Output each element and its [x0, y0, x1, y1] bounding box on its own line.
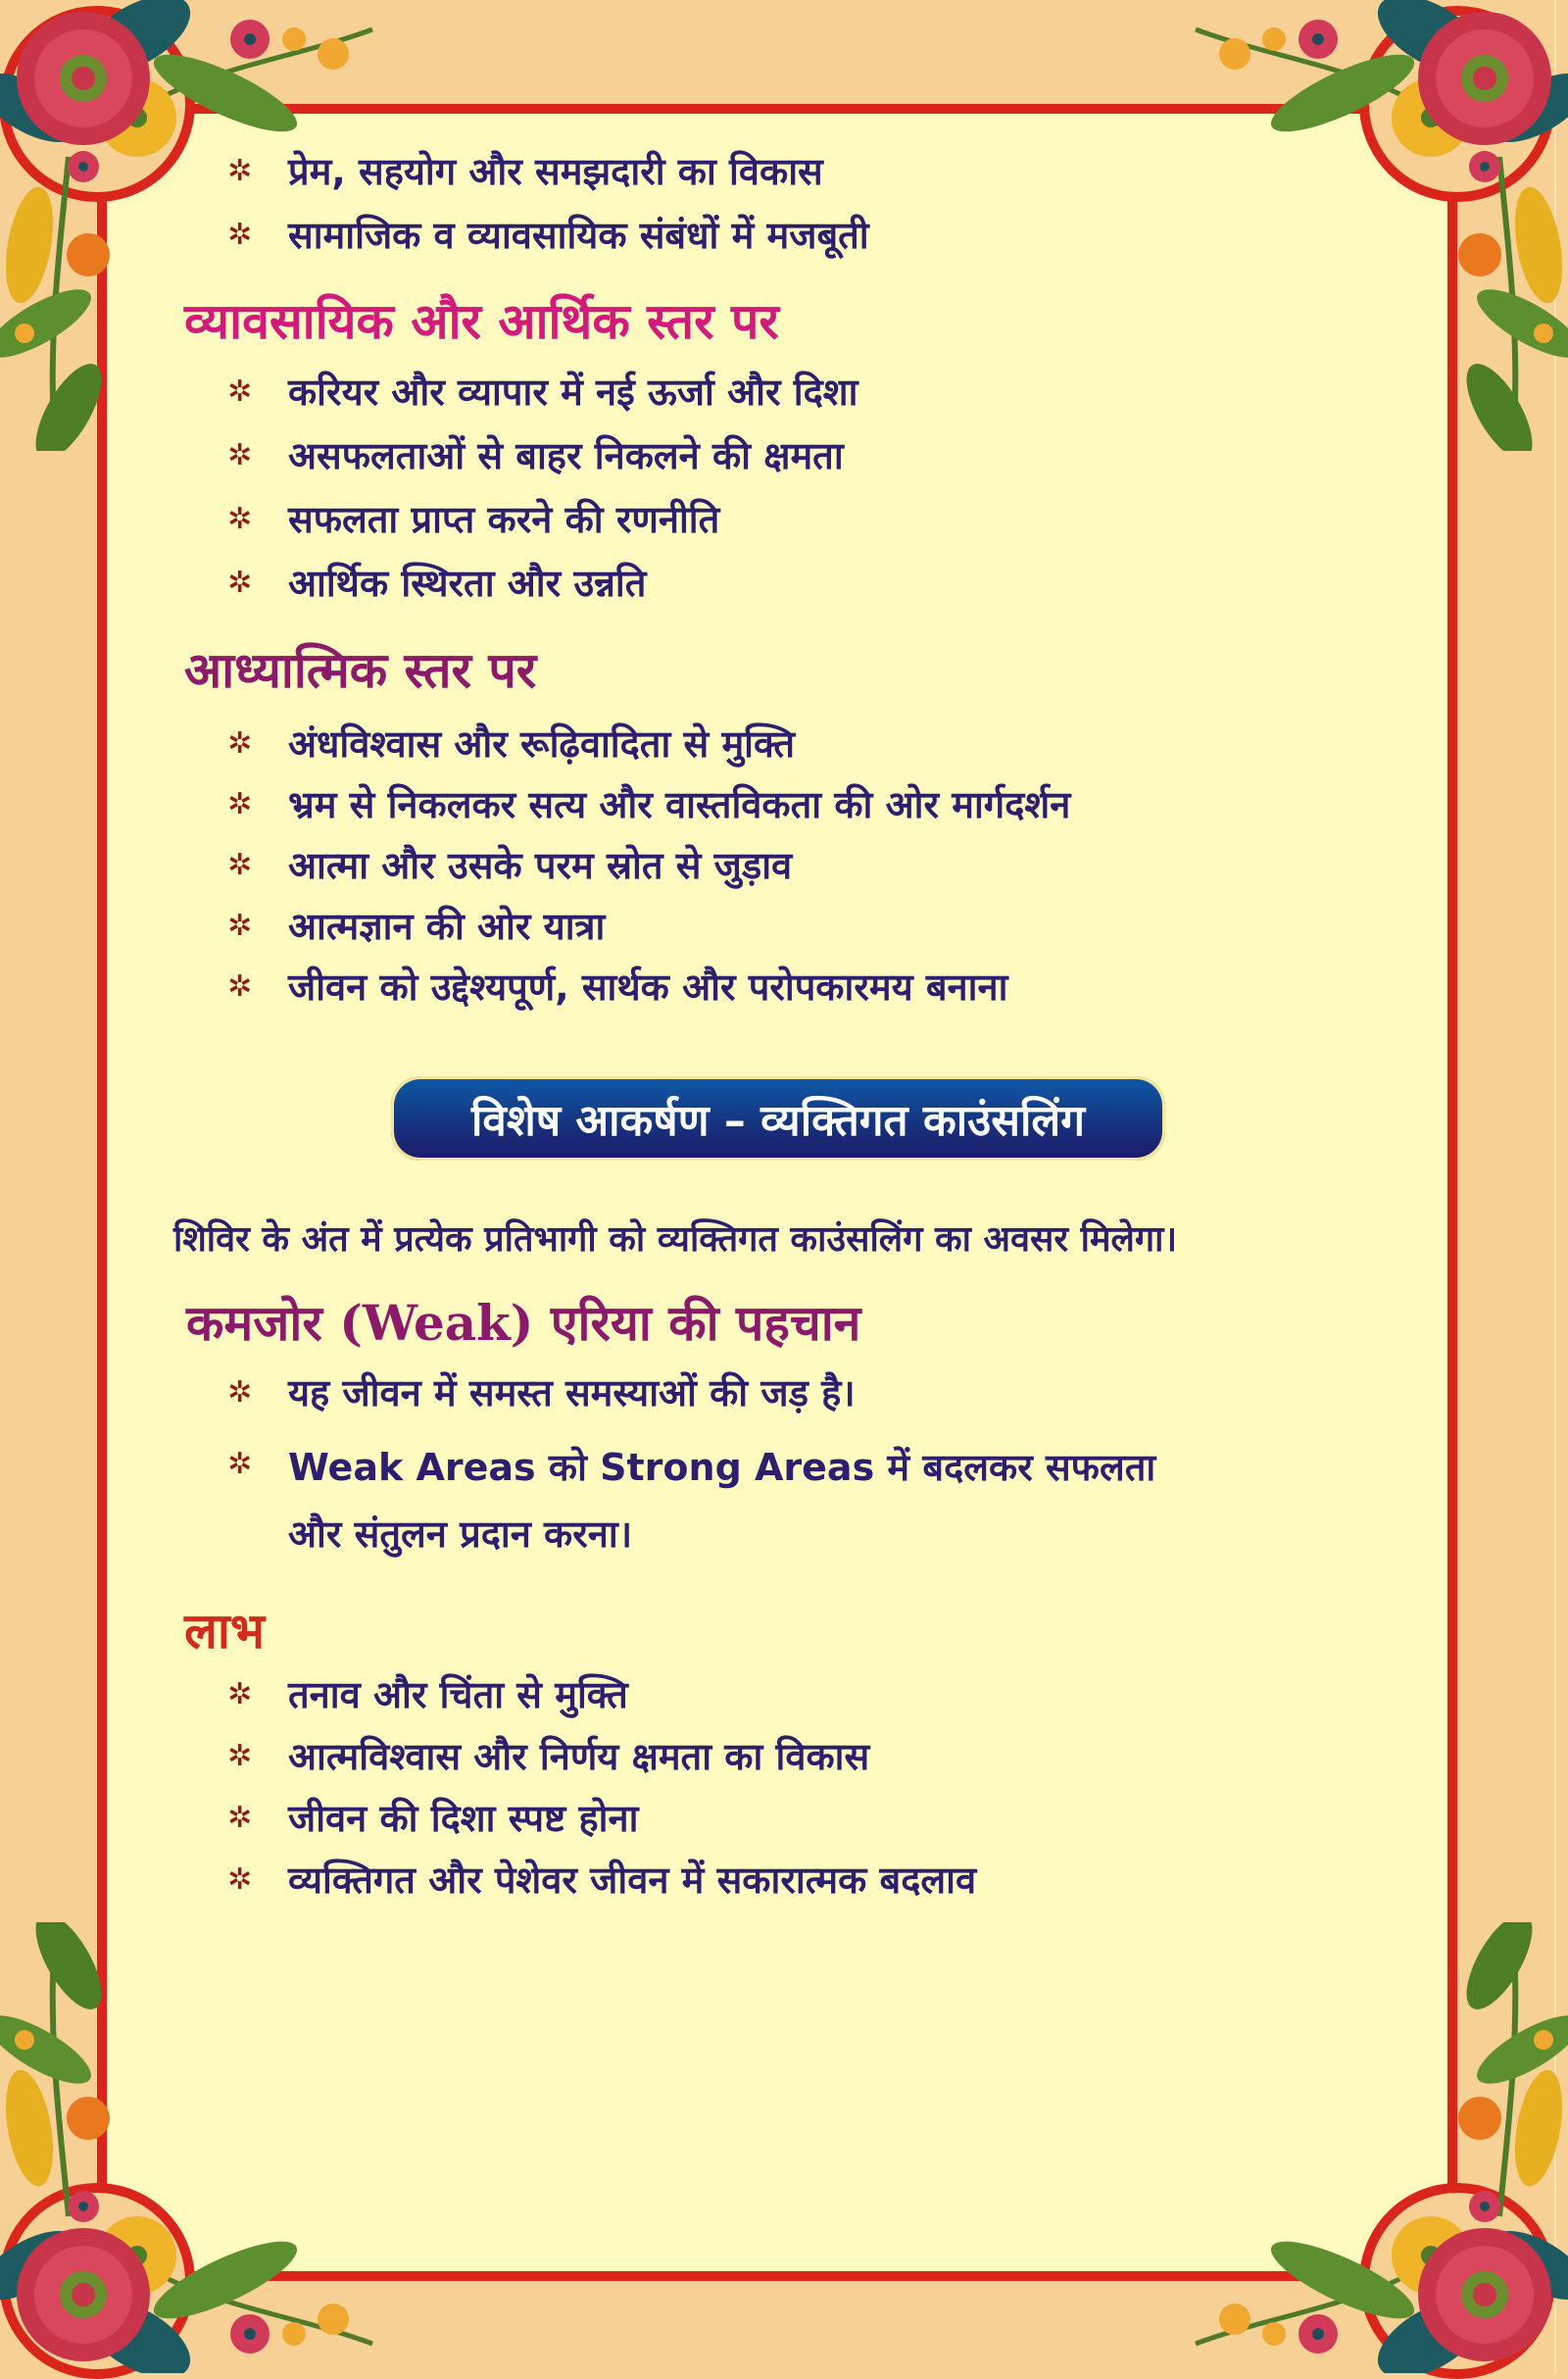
- flower-bullet-icon: ✲: [227, 968, 253, 1004]
- list-item-text: करियर और व्यापार में नई ऊर्जा और दिशा: [288, 371, 858, 414]
- list-item-text: असफलताओं से बाहर निकलने की क्षमता: [288, 434, 844, 477]
- list-item-text: तनाव और चिंता से मुक्ति: [288, 1673, 628, 1716]
- list-item: [227, 209, 869, 260]
- flower-bullet-icon: ✲: [227, 217, 253, 252]
- flower-bullet-icon: ✲: [227, 908, 253, 943]
- list-item: [227, 1792, 638, 1843]
- section-heading-professional: व्यावसायिक और आर्थिक स्तर पर: [184, 292, 779, 350]
- flower-bullet-icon: ✲: [227, 786, 253, 821]
- flower-bullet-icon: ✲: [227, 725, 253, 761]
- list-item-text: भ्रम से निकलकर सत्य और वास्तविकता की ओर मार्गदर्शन: [288, 783, 1071, 826]
- special-attraction-banner: विशेष आकर्षण – व्यक्तिगत काउंसलिंग: [391, 1076, 1165, 1161]
- list-item: [227, 961, 1007, 1012]
- list-item-text: व्यक्तिगत और पेशेवर जीवन में सकारात्मक बदलाव: [288, 1859, 977, 1902]
- flower-bullet-icon: ✲: [227, 437, 253, 472]
- list-item: [227, 1730, 869, 1781]
- flower-bullet-icon: ✲: [227, 153, 253, 188]
- flower-bullet-icon: ✲: [227, 501, 253, 536]
- list-item: [227, 557, 646, 608]
- list-item-text: सफलता प्राप्त करने की रणनीति: [288, 498, 720, 541]
- list-item: [227, 778, 1070, 829]
- flower-bullet-icon: ✲: [227, 1800, 253, 1835]
- list-item-text: अंधविश्वास और रूढ़िवादिता से मुक्ति: [288, 722, 796, 766]
- list-item: [227, 366, 858, 417]
- flower-bullet-icon: ✲: [227, 373, 253, 409]
- list-item: [227, 1668, 628, 1719]
- section-heading-benefits: लाभ: [184, 1602, 265, 1660]
- flower-bullet-icon: ✲: [227, 1447, 253, 1481]
- list-item: [227, 1441, 1155, 1559]
- list-item: [227, 839, 792, 890]
- flower-bullet-icon: ✲: [227, 1738, 253, 1773]
- list-item-text: प्रेम, सहयोग और समझदारी का विकास: [288, 150, 823, 193]
- flower-bullet-icon: ✲: [227, 847, 253, 882]
- list-item-text: सामाजिक व व्यावसायिक संबंधों में मजबूती: [288, 214, 869, 257]
- list-item: [227, 718, 795, 768]
- section-heading-spiritual: आध्यात्मिक स्तर पर: [184, 641, 537, 699]
- list-item-text: आत्मज्ञान की ओर यात्रा: [288, 905, 606, 948]
- list-item-text: आत्मविश्वास और निर्णय क्षमता का विकास: [288, 1735, 870, 1778]
- counseling-paragraph: शिविर के अंत में प्रत्येक प्रतिभागी को व्यक्तिगत काउंसलिंग का अवसर मिलेगा।: [173, 1219, 1178, 1260]
- list-item-text: Weak Areas को Strong Areas में बदलकर सफलता: [288, 1446, 1156, 1489]
- flower-bullet-icon: ✲: [227, 1676, 253, 1711]
- list-item: [227, 493, 719, 544]
- list-item-text: आर्थिक स्थिरता और उन्नति: [288, 562, 647, 605]
- flower-bullet-icon: ✲: [227, 1374, 253, 1410]
- list-item-text: जीवन की दिशा स्पष्ट होना: [288, 1797, 639, 1840]
- list-item-text: यह जीवन में समस्त समस्याओं की जड़ है।: [288, 1371, 856, 1414]
- list-item: [227, 145, 823, 196]
- list-item-text: जीवन को उद्देश्यपूर्ण, सार्थक और परोपकारमय बनाना: [288, 966, 1008, 1009]
- list-item: [227, 900, 605, 951]
- list-item: [227, 1366, 856, 1417]
- list-item-text: आत्मा और उसके परम स्रोत से जुड़ाव: [288, 844, 793, 887]
- flower-bullet-icon: ✲: [227, 1861, 253, 1897]
- list-item: [227, 1854, 976, 1905]
- section-heading-weak-area: कमजोर (Weak) एरिया की पहचान: [186, 1294, 861, 1352]
- flower-bullet-icon: ✲: [227, 565, 253, 600]
- list-item: [227, 429, 844, 480]
- list-item-text-continuation: और संतुलन प्रदान करना।: [288, 1512, 633, 1556]
